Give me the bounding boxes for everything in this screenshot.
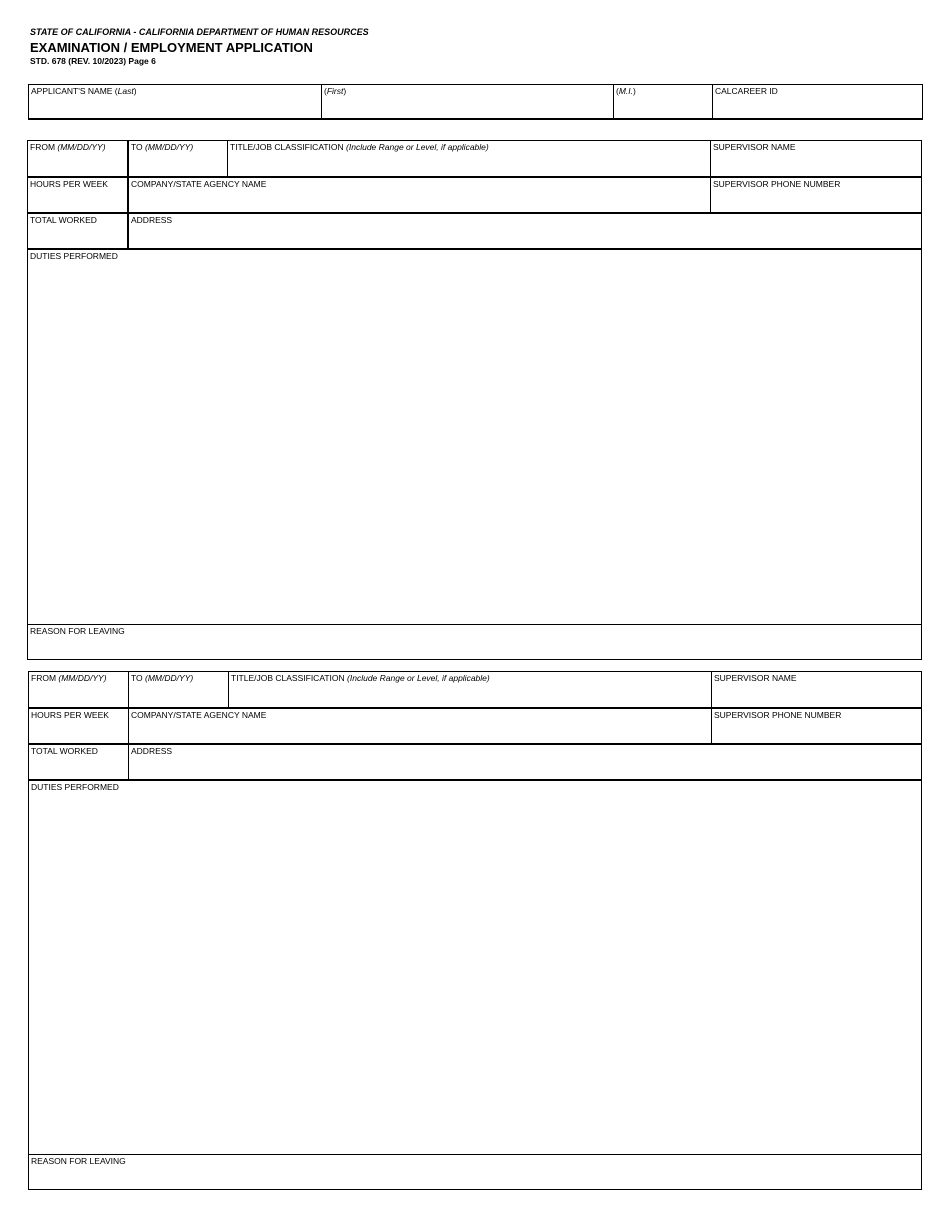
job-title-label: TITLE/JOB CLASSIFICATION (Include Range or Level, if applicable) (230, 142, 489, 152)
from-date-label: FROM (MM/DD/YY) (30, 142, 106, 152)
calcareer-id-field[interactable] (713, 85, 922, 119)
duties-performed-label: DUTIES PERFORMED (30, 251, 118, 261)
applicant-name-section (28, 84, 923, 120)
calcareer-id-label: CALCAREER ID (715, 86, 778, 96)
address-field[interactable] (129, 745, 921, 779)
agency-name: STATE OF CALIFORNIA - CALIFORNIA DEPARTMENT OF HUMAN RESOURCES (30, 27, 369, 37)
address-field[interactable] (129, 214, 921, 248)
middle-initial-field[interactable] (614, 85, 712, 119)
supervisor-phone-label: SUPERVISOR PHONE NUMBER (714, 710, 842, 720)
total-worked-field[interactable] (29, 745, 128, 779)
company-name-label: COMPANY/STATE AGENCY NAME (131, 710, 267, 720)
reason-for-leaving-label: REASON FOR LEAVING (31, 1156, 126, 1166)
supervisor-phone-label: SUPERVISOR PHONE NUMBER (713, 179, 841, 189)
total-worked-label: TOTAL WORKED (31, 746, 98, 756)
first-name-field[interactable] (322, 85, 613, 119)
hours-per-week-field[interactable] (29, 709, 128, 743)
form-title: EXAMINATION / EMPLOYMENT APPLICATION (30, 40, 313, 55)
address-label: ADDRESS (131, 746, 173, 756)
total-worked-label: TOTAL WORKED (30, 215, 97, 225)
company-name-field[interactable] (129, 178, 710, 212)
experience-block-2 (28, 671, 922, 1190)
reason-for-leaving-label: REASON FOR LEAVING (30, 626, 125, 636)
supervisor-phone-field[interactable] (712, 709, 921, 743)
duties-performed-field[interactable] (28, 250, 921, 624)
from-date-field[interactable] (29, 672, 128, 707)
hours-per-week-label: HOURS PER WEEK (30, 179, 108, 189)
hours-per-week-field[interactable] (28, 178, 127, 212)
hours-per-week-label: HOURS PER WEEK (31, 710, 109, 720)
address-label: ADDRESS (131, 215, 173, 225)
to-date-label: TO (MM/DD/YY) (131, 142, 194, 152)
job-title-label: TITLE/JOB CLASSIFICATION (Include Range or Level, if applicable) (231, 673, 490, 683)
to-date-field[interactable] (129, 672, 228, 707)
supervisor-name-label: SUPERVISOR NAME (714, 673, 797, 683)
from-date-label: FROM (MM/DD/YY) (31, 673, 107, 683)
last-name-field[interactable] (29, 85, 321, 119)
first-name-label: (First) (324, 86, 347, 96)
last-name-label: APPLICANT'S NAME (Last) (31, 86, 137, 96)
from-date-field[interactable] (28, 141, 127, 176)
supervisor-name-field[interactable] (711, 141, 921, 176)
total-worked-field[interactable] (28, 214, 127, 248)
middle-initial-label: (M.I.) (616, 86, 636, 96)
job-title-field[interactable] (228, 141, 710, 176)
company-name-field[interactable] (129, 709, 711, 743)
company-name-label: COMPANY/STATE AGENCY NAME (131, 179, 267, 189)
job-title-field[interactable] (229, 672, 711, 707)
supervisor-name-field[interactable] (712, 672, 921, 707)
supervisor-name-label: SUPERVISOR NAME (713, 142, 796, 152)
form-number: STD. 678 (REV. 10/2023) Page 6 (30, 56, 156, 66)
reason-for-leaving-field[interactable] (29, 1155, 921, 1189)
duties-performed-field[interactable] (29, 781, 921, 1154)
duties-performed-label: DUTIES PERFORMED (31, 782, 119, 792)
experience-block-1 (27, 140, 922, 660)
supervisor-phone-field[interactable] (711, 178, 921, 212)
reason-for-leaving-field[interactable] (28, 625, 921, 659)
to-date-field[interactable] (129, 141, 227, 176)
to-date-label: TO (MM/DD/YY) (131, 673, 194, 683)
